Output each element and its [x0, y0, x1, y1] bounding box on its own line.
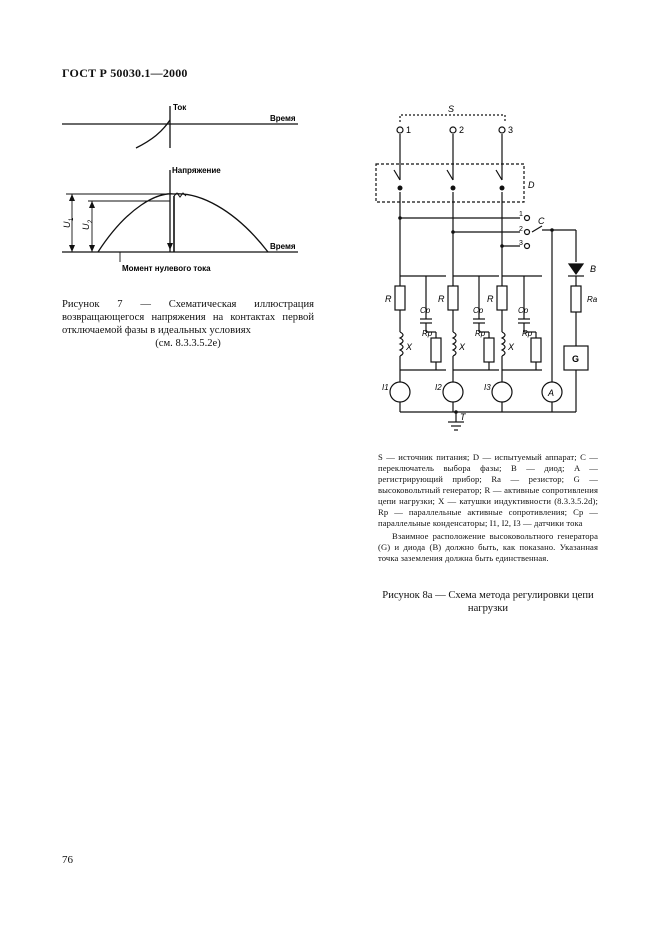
cp2-label: Cp [473, 306, 484, 315]
figure-8a-legend [378, 452, 598, 564]
ground-label: T [460, 412, 466, 422]
resistor-r3 [497, 286, 507, 310]
i3-label: I3 [484, 383, 491, 392]
page-header: ГОСТ Р 50030.1—2000 [62, 66, 188, 80]
diode-label: B [590, 264, 597, 274]
x3-label: X [508, 342, 515, 352]
current-label: Ток [173, 103, 187, 112]
selector-contact-3-label: 3 [519, 240, 523, 247]
terminal-3 [499, 127, 505, 133]
figure-7-caption-ref: (см. 8.3.3.5.2е) [155, 338, 221, 349]
u1-subscript: 1 [69, 217, 75, 221]
i2-label: I2 [435, 383, 442, 392]
time-label-bottom: Время [270, 242, 296, 251]
page-number: 76 [62, 854, 73, 866]
current-sensor-i1 [390, 382, 410, 402]
switch-3 [496, 170, 502, 180]
u1-label: U [62, 221, 72, 228]
resistor-rp1 [431, 338, 441, 362]
selector-contact-3 [525, 244, 530, 249]
figure-7-diagram [58, 100, 308, 282]
zero-current-moment-label: Момент нулевого тока [122, 264, 211, 273]
figure-8a-caption: Рисунок 8а — Схема метода регулировки цепи нагрузки [382, 590, 594, 614]
inductor-x1 [400, 332, 403, 356]
resistor-ra [571, 286, 581, 312]
selector-contact-1-label: 1 [519, 211, 523, 218]
legend-note: Взаимное расположение высоковольтного генератора (G) и диода (B) должно быть, как показано. Указанная точка заземления должна быть единственная. [378, 531, 598, 563]
selector-contact-1 [525, 216, 530, 221]
cp1-label: Cp [420, 306, 431, 315]
device-label: D [528, 180, 535, 190]
legend-symbols: S — источник питания; D — испытуемый аппарат; C — переключатель выбора фазы; B — диод; A — регистрирующий прибор; Ra — резистор; G — высоковольтный генератор; R — активные сопротивления цепи нагрузки; X — катушки индуктивности (8.3.3.5.2d); Rp — параллельные активные сопротивления; Cp — параллельные конденсаторы; I1, I2, I3 — датчики тока [378, 452, 598, 528]
cp3-label: Cp [518, 306, 529, 315]
terminal-1-label: 1 [406, 125, 412, 135]
resistor-r1 [395, 286, 405, 310]
terminal-2 [450, 127, 456, 133]
recovery-voltage-curve [98, 194, 268, 252]
figure-7-caption [62, 298, 314, 350]
current-sensor-i2 [443, 382, 463, 402]
generator-label: G [572, 354, 580, 364]
resistor-rp2 [484, 338, 494, 362]
selector-contact-2 [525, 230, 530, 235]
terminal-2-label: 2 [459, 125, 465, 135]
rp3-label: Rp [522, 329, 533, 338]
figure-7-caption-main: Рисунок 7 — Схематическая иллюстрация возвращающегося напряжения на контактах первой отключаемой фазы в идеальных условиях [62, 299, 314, 336]
x2-label: X [459, 342, 466, 352]
resistor-r2 [448, 286, 458, 310]
resistor-rp3 [531, 338, 541, 362]
time-label-top: Время [270, 114, 296, 123]
terminal-3-label: 3 [508, 125, 514, 135]
r2-label: R [438, 294, 445, 304]
r3-label: R [487, 294, 494, 304]
terminal-1 [397, 127, 403, 133]
voltage-label: Напряжение [172, 166, 221, 175]
inductor-x2 [453, 332, 456, 356]
rp2-label: Rp [475, 329, 486, 338]
u2-label: U [81, 223, 91, 230]
diode-b [568, 264, 584, 276]
r1-label: R [385, 294, 392, 304]
i1-label: I1 [382, 383, 389, 392]
load-branch-3 [492, 276, 542, 412]
x1-label: X [406, 342, 413, 352]
switch-1 [394, 170, 400, 180]
selector-label: C [538, 216, 545, 226]
switch-2 [447, 170, 453, 180]
ra-label: Ra [587, 295, 598, 304]
source-bracket [400, 115, 505, 122]
current-sensor-i3 [492, 382, 512, 402]
u2-subscript: 2 [88, 219, 94, 223]
rp1-label: Rp [422, 329, 433, 338]
selector-contact-2-label: 2 [519, 226, 523, 233]
inductor-x3 [502, 332, 505, 356]
phase-selector-blade [532, 226, 542, 232]
source-label: S [448, 104, 455, 114]
figure-8a-circuit [360, 100, 600, 440]
meter-label: A [548, 388, 555, 398]
